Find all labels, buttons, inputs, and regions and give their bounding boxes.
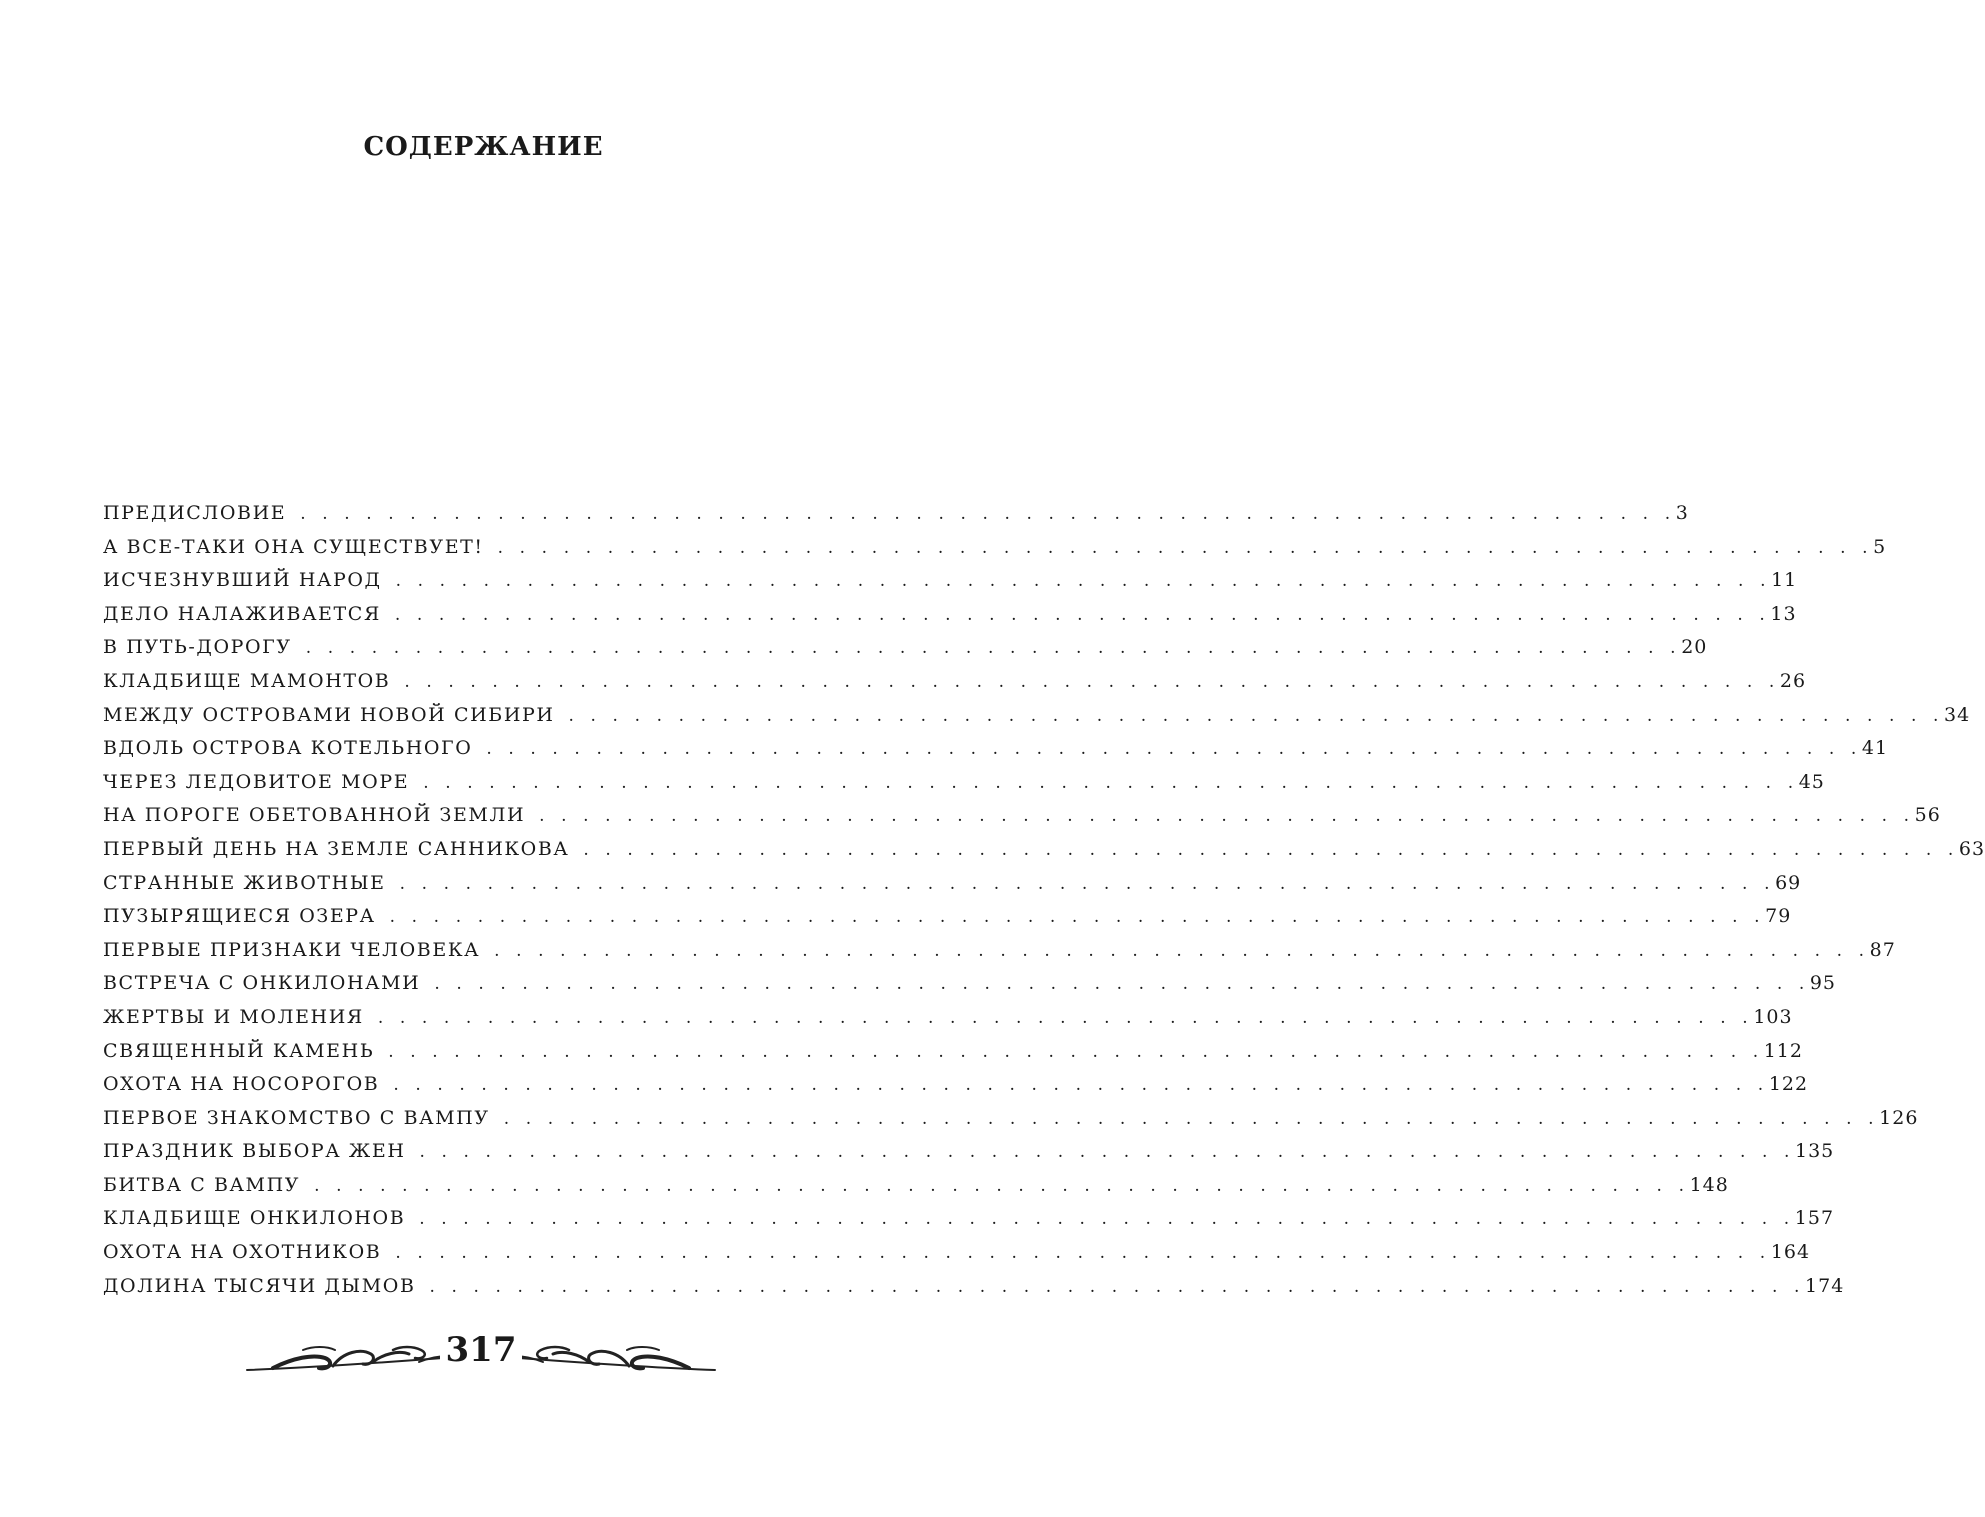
toc-entry-page: 122: [1768, 1073, 1809, 1096]
toc-entry-page: 45: [1798, 770, 1825, 793]
toc-entry-page: 103: [1753, 1005, 1793, 1028]
dot-leader: . . . . . . . . . . . . . . . . . . . . . . . . . . . . . . . . . . . . . . . . . . . . . . . . . . . . . . . . . . . . . . .: [503, 1108, 1880, 1129]
toc-entry[interactable]: [103, 938, 1896, 973]
toc-entry-page: 112: [1763, 1039, 1803, 1062]
dot-leader: . . . . . . . . . . . . . . . . . . . . . . . . . . . . . . . . . . . . . . . . . . . . . . . . . . . . . . . . . . . . . . .: [419, 1142, 1795, 1163]
dot-leader: . . . . . . . . . . . . . . . . . . . . . . . . . . . . . . . . . . . . . . . . . . . . . . . . . . . . . . . . . . . . . . .: [419, 1209, 1795, 1230]
toc-entry[interactable]: [103, 837, 1985, 872]
dot-leader: . . . . . . . . . . . . . . . . . . . . . . . . . . . . . . . . . . . . . . . . . . . . . . . . . . . . . . . . . . . . . . .: [568, 705, 1945, 726]
toc-entry[interactable]: [103, 703, 1971, 738]
toc-entry[interactable]: [103, 1207, 1835, 1241]
toc-entry-title: КЛАДБИЩЕ ОНКИЛОНОВ: [103, 1207, 406, 1230]
toc-entry[interactable]: [103, 1173, 1729, 1208]
dot-leader: . . . . . . . . . . . . . . . . . . . . . . . . . . . . . . . . . . . . . . . . . . . . . . . . . . . . . . . . . . . . . . .: [497, 537, 1874, 558]
toc-entry[interactable]: [103, 502, 1689, 536]
toc-entry-title: БИТВА С ВАМПУ: [103, 1173, 301, 1196]
toc-entry-page: 135: [1795, 1140, 1835, 1163]
toc-entry-title: СВЯЩЕННЫЙ КАМЕНЬ: [103, 1039, 375, 1062]
toc-entry-title: ВДОЛЬ ОСТРОВА КОТЕЛЬНОГО: [103, 737, 473, 760]
dot-leader: . . . . . . . . . . . . . . . . . . . . . . . . . . . . . . . . . . . . . . . . . . . . . . . . . . . . . . . . . . . . . . .: [494, 940, 1870, 961]
table-of-contents: [103, 502, 1985, 1308]
toc-entry-title: ЖЕРТВЫ И МОЛЕНИЯ: [103, 1005, 364, 1028]
page-title: СОДЕРЖАНИЕ: [363, 132, 604, 162]
toc-entry-page: 34: [1944, 703, 1971, 726]
toc-entry[interactable]: [103, 737, 1889, 771]
toc-entry[interactable]: [103, 1241, 1811, 1275]
toc-entry-title: ПРАЗДНИК ВЫБОРА ЖЕН: [103, 1140, 406, 1163]
dot-leader: . . . . . . . . . . . . . . . . . . . . . . . . . . . . . . . . . . . . . . . . . . . . . . . . . . . . . . . . . . . . . . .: [434, 974, 1810, 995]
toc-entry-title: ВСТРЕЧА С ОНКИЛОНАМИ: [103, 972, 421, 995]
toc-entry-page: 69: [1775, 871, 1802, 894]
toc-entry[interactable]: [103, 905, 1792, 939]
toc-entry[interactable]: [103, 770, 1825, 805]
toc-entry-page: 95: [1809, 972, 1837, 995]
toc-entry-title: ПРЕДИСЛОВИЕ: [103, 502, 287, 524]
dot-leader: . . . . . . . . . . . . . . . . . . . . . . . . . . . . . . . . . . . . . . . . . . . . . . . . . . . . . . . . . . . . . . .: [429, 1276, 1806, 1297]
toc-entry-page: 5: [1873, 535, 1887, 558]
toc-entry-page: 164: [1770, 1241, 1811, 1264]
toc-entry[interactable]: [103, 972, 1837, 1006]
toc-entry[interactable]: [103, 1140, 1835, 1174]
toc-entry-page: 79: [1765, 905, 1792, 928]
toc-entry-page: 56: [1914, 804, 1941, 827]
toc-entry-title: В ПУТЬ-ДОРОГУ: [103, 636, 292, 659]
toc-entry-page: 174: [1805, 1274, 1845, 1297]
toc-entry-title: МЕЖДУ ОСТРОВАМИ НОВОЙ СИБИРИ: [103, 703, 555, 726]
toc-entry-title: ПУЗЫРЯЩИЕСЯ ОЗЕРА: [103, 905, 376, 928]
toc-entry-title: ОХОТА НА НОСОРОГОВ: [103, 1073, 380, 1096]
dot-leader: . . . . . . . . . . . . . . . . . . . . . . . . . . . . . . . . . . . . . . . . . . . . . . . . . . . . . . . . . . . . . . .: [393, 1075, 1769, 1096]
dot-leader: . . . . . . . . . . . . . . . . . . . . . . . . . . . . . . . . . . . . . . . . . . . . . . . . . . . . . . . . . . . . . . .: [486, 739, 1862, 760]
toc-entry-page: 3: [1675, 502, 1689, 524]
toc-entry-title: ПЕРВОЕ ЗНАКОМСТВО С ВАМПУ: [103, 1106, 490, 1129]
toc-entry[interactable]: [103, 1106, 1919, 1141]
toc-entry-page: 63: [1958, 837, 1985, 860]
toc-entry-page: 41: [1861, 737, 1889, 760]
toc-entry[interactable]: [103, 1274, 1845, 1309]
toc-entry[interactable]: [103, 569, 1798, 603]
toc-entry-page: 20: [1681, 636, 1708, 659]
toc-entry[interactable]: [103, 1073, 1809, 1107]
dot-leader: . . . . . . . . . . . . . . . . . . . . . . . . . . . . . . . . . . . . . . . . . . . . . . . . . . . . . . . . . . . . . . .: [394, 604, 1771, 625]
dot-leader: . . . . . . . . . . . . . . . . . . . . . . . . . . . . . . . . . . . . . . . . . . . . . . . . . . . . . . . . . . . . . . .: [395, 1243, 1771, 1264]
toc-entry-title: ПЕРВЫЕ ПРИЗНАКИ ЧЕЛОВЕКА: [103, 938, 481, 961]
page-footer: [243, 1328, 719, 1384]
toc-entry[interactable]: [103, 1039, 1803, 1074]
toc-entry[interactable]: [103, 602, 1797, 637]
dot-leader: . . . . . . . . . . . . . . . . . . . . . . . . . . . . . . . . . . . . . . . . . . . . . . . . . . . . . . . . . . . . . . .: [583, 839, 1959, 860]
toc-entry-title: ИСЧЕЗНУВШИЙ НАРОД: [103, 569, 382, 592]
toc-entry[interactable]: [103, 535, 1887, 570]
toc-entry[interactable]: [103, 1005, 1793, 1040]
dot-leader: . . . . . . . . . . . . . . . . . . . . . . . . . . . . . . . . . . . . . . . . . . . . . . . . . . . . . . . . . . . . . . .: [399, 873, 1776, 894]
toc-entry-page: 148: [1689, 1173, 1729, 1196]
dot-leader: . . . . . . . . . . . . . . . . . . . . . . . . . . . . . . . . . . . . . . . . . . . . . . . . . . . . . . . . . . . . . . .: [305, 638, 1682, 659]
toc-entry-title: ПЕРВЫЙ ДЕНЬ НА ЗЕМЛЕ САННИКОВА: [103, 837, 570, 860]
dot-leader: . . . . . . . . . . . . . . . . . . . . . . . . . . . . . . . . . . . . . . . . . . . . . . . . . . . . . . . . . . . . . . .: [300, 504, 1676, 524]
toc-entry-title: КЛАДБИЩЕ МАМОНТОВ: [103, 669, 391, 692]
toc-entry-title: НА ПОРОГЕ ОБЕТОВАННОЙ ЗЕМЛИ: [103, 804, 526, 827]
toc-entry-page: 26: [1779, 669, 1807, 692]
toc-entry-page: 157: [1794, 1207, 1835, 1230]
toc-entry[interactable]: [103, 871, 1802, 906]
dot-leader: . . . . . . . . . . . . . . . . . . . . . . . . . . . . . . . . . . . . . . . . . . . . . . . . . . . . . . . . . . . . . . .: [423, 772, 1799, 793]
toc-entry[interactable]: [103, 804, 1941, 838]
toc-entry-page: 11: [1771, 569, 1798, 592]
toc-entry-title: А ВСЕ-ТАКИ ОНА СУЩЕСТВУЕТ!: [103, 535, 484, 558]
toc-entry-title: ЧЕРЕЗ ЛЕДОВИТОЕ МОРЕ: [103, 770, 410, 793]
dot-leader: . . . . . . . . . . . . . . . . . . . . . . . . . . . . . . . . . . . . . . . . . . . . . . . . . . . . . . . . . . . . . . .: [388, 1041, 1764, 1062]
toc-entry-title: ДЕЛО НАЛАЖИВАЕТСЯ: [103, 602, 381, 625]
dot-leader: . . . . . . . . . . . . . . . . . . . . . . . . . . . . . . . . . . . . . . . . . . . . . . . . . . . . . . . . . . . . . . .: [539, 806, 1915, 827]
toc-entry-title: ОХОТА НА ОХОТНИКОВ: [103, 1241, 382, 1264]
toc-entry-title: СТРАННЫЕ ЖИВОТНЫЕ: [103, 871, 386, 894]
dot-leader: . . . . . . . . . . . . . . . . . . . . . . . . . . . . . . . . . . . . . . . . . . . . . . . . . . . . . . . . . . . . . . .: [395, 571, 1772, 592]
toc-entry-title: ДОЛИНА ТЫСЯЧИ ДЫМОВ: [103, 1274, 416, 1297]
toc-entry-page: 87: [1869, 938, 1896, 961]
dot-leader: . . . . . . . . . . . . . . . . . . . . . . . . . . . . . . . . . . . . . . . . . . . . . . . . . . . . . . . . . . . . . . .: [404, 671, 1780, 692]
dot-leader: . . . . . . . . . . . . . . . . . . . . . . . . . . . . . . . . . . . . . . . . . . . . . . . . . . . . . . . . . . . . . . .: [389, 907, 1766, 928]
toc-entry-page: 126: [1879, 1106, 1919, 1129]
toc-entry[interactable]: [103, 669, 1807, 704]
dot-leader: . . . . . . . . . . . . . . . . . . . . . . . . . . . . . . . . . . . . . . . . . . . . . . . . . . . . . . . . . . . . . . .: [314, 1175, 1690, 1196]
toc-entry-page: 13: [1770, 602, 1797, 625]
page-number: 317: [243, 1330, 719, 1370]
dot-leader: . . . . . . . . . . . . . . . . . . . . . . . . . . . . . . . . . . . . . . . . . . . . . . . . . . . . . . . . . . . . . . .: [377, 1007, 1754, 1028]
toc-entry[interactable]: [103, 636, 1708, 670]
